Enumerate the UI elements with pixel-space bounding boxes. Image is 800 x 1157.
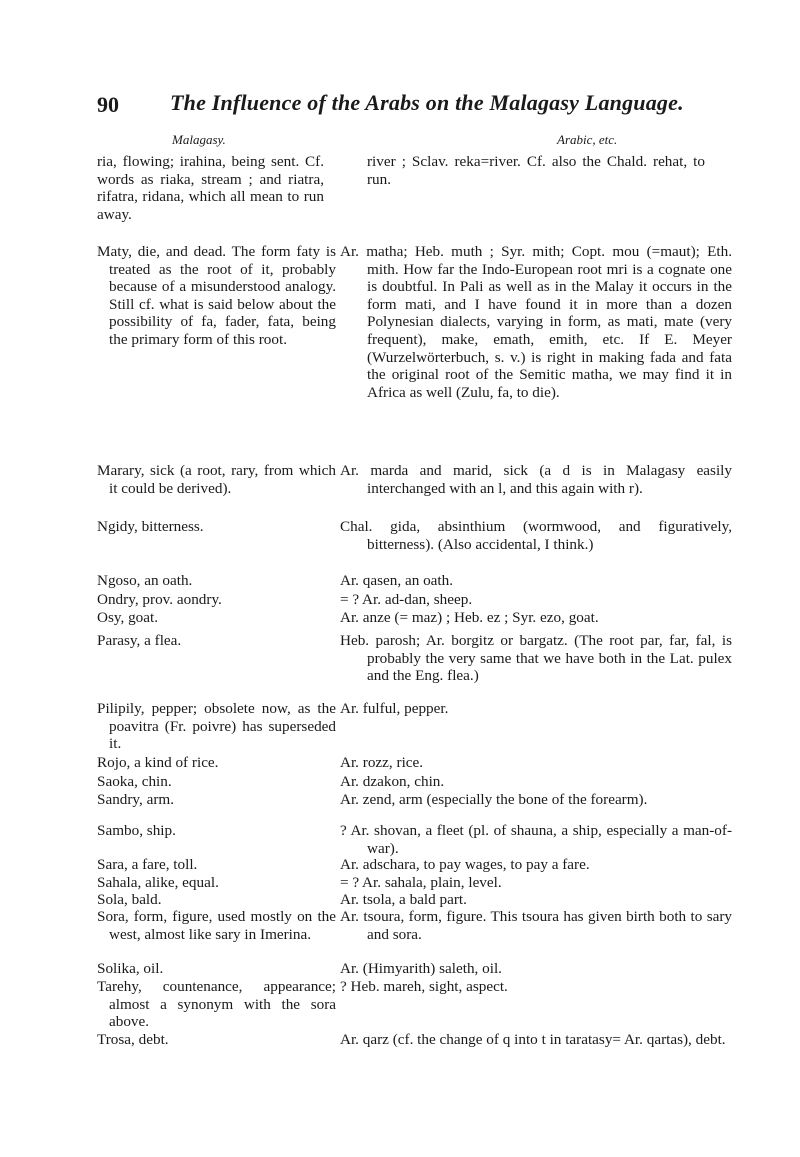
- entry-malagasy: Sola, bald.: [97, 891, 162, 908]
- entry-arabic: Ar. tsoura, form, figure. This tsoura has given birth both to sary and sora.: [340, 908, 732, 943]
- column-head-malagasy: Malagasy.: [172, 132, 226, 147]
- entry-malagasy: Pilipily, pepper; obsolete now, as the poavitra (Fr. poivre) has superseded it.: [97, 700, 336, 753]
- entry-arabic: Ar. matha; Heb. muth ; Syr. mith; Copt. mou (=maut); Eth. mith. How far the Indo-European root mri is a cognate one is doubtful. In Pali as well as in the Malay it occurs in the form mati, and I have found it in more than a dozen Polynesian dialects, varying in form, as mati, mate (very frequent), make, emath, emith, etc. If E. Meyer (Wurzelwörterbuch, s. v.) is right in making fada and fata the original root of the Semitic matha, we may find it in Africa as well (Zulu, fa, to die).: [340, 243, 732, 401]
- entry-malagasy: Ondry, prov. aondry.: [97, 591, 222, 608]
- entry-malagasy: Marary, sick (a root, rary, from which it could be derived).: [97, 462, 336, 497]
- entry-malagasy: Parasy, a flea.: [97, 632, 182, 649]
- entry-arabic: Chal. gida, absinthium (wormwood, and figuratively, bitterness). (Also accidental, I think.): [340, 518, 732, 553]
- entry-arabic: Ar. zend, arm (especially the bone of the forearm).: [340, 791, 648, 808]
- entry-malagasy: Tarehy, countenance, appearance; almost a synonym with the sora above.: [97, 978, 336, 1031]
- entry-arabic: Ar. tsola, a bald part.: [340, 891, 467, 908]
- entry-arabic: = ? Ar. sahala, plain, level.: [340, 874, 502, 891]
- entry-malagasy: Maty, die, and dead. The form faty is treated as the root of it, probably because of a misunderstood analogy. Still cf. what is said below about the possibility of fa, fader, fata, being the primary form of this root.: [97, 243, 336, 348]
- entry-arabic: Ar. anze (= maz) ; Heb. ez ; Syr. ezo, goat.: [340, 609, 599, 626]
- entry-arabic: river ; Sclav. reka=river. Cf. also the Chald. rehat, to run.: [367, 153, 705, 188]
- entry-arabic: Ar. marda and marid, sick (a d is in Malagasy easily interchanged with an l, and this again with r).: [340, 462, 732, 497]
- entry-arabic: Ar. dzakon, chin.: [340, 773, 445, 790]
- column-head-arabic: Arabic, etc.: [557, 132, 618, 147]
- entry-malagasy: Sandry, arm.: [97, 791, 175, 808]
- entry-malagasy: Trosa, debt.: [97, 1031, 169, 1048]
- page-number: 90: [97, 92, 119, 117]
- entry-malagasy: Solika, oil.: [97, 960, 164, 977]
- entry-malagasy: Ngidy, bitterness.: [97, 518, 204, 535]
- entry-malagasy: Sambo, ship.: [97, 822, 176, 839]
- entry-arabic: Ar. (Himyarith) saleth, oil.: [340, 960, 502, 977]
- entry-arabic: = ? Ar. ad-dan, sheep.: [340, 591, 473, 608]
- entry-arabic: ? Heb. mareh, sight, aspect.: [340, 978, 508, 995]
- entry-malagasy: Sora, form, figure, used mostly on the west, almost like sary in Imerina.: [97, 908, 336, 943]
- entry-malagasy: Saoka, chin.: [97, 773, 172, 790]
- entry-malagasy: ria, flowing; irahina, being sent. Cf. words as riaka, stream ; and riatra, rifatra, ridana, which all mean to run away.: [97, 153, 324, 223]
- entry-arabic: Ar. adschara, to pay wages, to pay a fare.: [340, 856, 590, 873]
- entry-arabic: ? Ar. shovan, a fleet (pl. of shauna, a ship, especially a man-of-war).: [340, 822, 732, 857]
- entry-malagasy: Rojo, a kind of rice.: [97, 754, 219, 771]
- entry-malagasy: Ngoso, an oath.: [97, 572, 193, 589]
- entry-malagasy: Sara, a fare, toll.: [97, 856, 198, 873]
- entry-arabic: Ar. qasen, an oath.: [340, 572, 454, 589]
- entry-malagasy: Osy, goat.: [97, 609, 159, 626]
- entry-malagasy: Sahala, alike, equal.: [97, 874, 219, 891]
- entry-arabic: Heb. parosh; Ar. borgitz or bargatz. (The root par, far, fal, is probably the very same that we have both in the Lat. pulex and the Eng. flea.): [340, 632, 732, 685]
- entry-arabic: Ar. qarz (cf. the change of q into t in taratasy= Ar. qartas), debt.: [340, 1031, 726, 1048]
- running-head: The Influence of the Arabs on the Malagasy Language.: [170, 90, 684, 115]
- entry-arabic: Ar. rozz, rice.: [340, 754, 424, 771]
- entry-arabic: Ar. fulful, pepper.: [340, 700, 449, 717]
